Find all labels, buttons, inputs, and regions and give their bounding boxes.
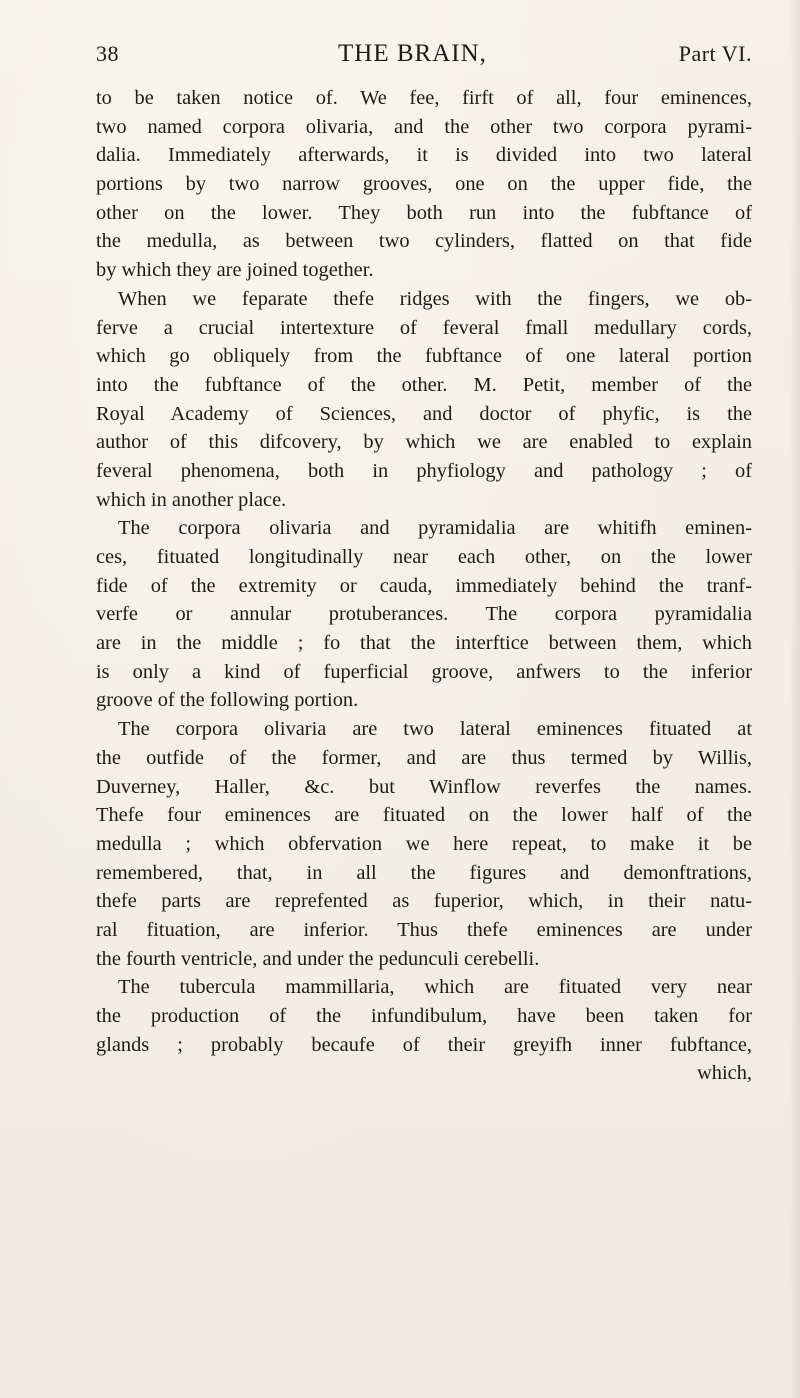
text-line: thefe parts are reprefented as fuperior, which, in their natu- (96, 890, 752, 913)
text-line: fide of the extremity or cauda, immediately behind the tranf- (96, 574, 752, 597)
text-line: which in another place. (96, 488, 287, 511)
text-line: are in the middle ; fo that the interftice between them, which (96, 632, 752, 655)
running-title: THE BRAIN, (338, 40, 487, 67)
text-line: into the fubftance of the other. M. Petit, member of the (96, 373, 752, 396)
part-label: Part VI. (678, 41, 752, 66)
text-line: by which they are joined together. (96, 259, 374, 282)
page-header (96, 34, 752, 74)
text-line: glands ; probably becaufe of their greyifh inner fubftance, (96, 1033, 752, 1056)
text-line: The tubercula mammillaria, which are fituated very near (118, 976, 752, 999)
page-edge-shadow (790, 0, 800, 1398)
text-line: the medulla, as between two cylinders, flatted on that fide (96, 230, 752, 253)
text-line: The corpora olivaria are two lateral eminences fituated at (118, 718, 752, 741)
text-line: Thefe four eminences are fituated on the lower half of the (96, 804, 752, 827)
text-line: portions by two narrow grooves, one on the upper fide, the (96, 173, 752, 196)
text-line: the fourth ventricle, and under the pedunculi cerebelli. (96, 947, 540, 970)
text-line: ferve a crucial intertexture of feveral fmall medullary cords, (96, 316, 752, 339)
text-line: the production of the infundibulum, have been taken for (96, 1005, 752, 1027)
text-line: other on the lower. They both run into the fubftance of (96, 201, 752, 224)
text-line: author of this difcovery, by which we are enabled to explain (96, 431, 752, 454)
body-text (96, 84, 752, 1088)
text-line: remembered, that, in all the figures and demonftrations, (96, 861, 752, 884)
text-line: feveral phenomena, both in phyfiology and pathology ; of (96, 459, 752, 482)
text-line: to be taken notice of. We fee, firft of all, four eminences, (96, 87, 752, 109)
text-line: ces, fituated longitudinally near each other, on the lower (96, 546, 752, 568)
text-line: Duverney, Haller, &c. but Winflow reverfes the names. (96, 775, 752, 798)
text-line: two named corpora olivaria, and the other two corpora pyrami- (96, 115, 752, 138)
text-line: which go obliquely from the fubftance of one lateral portion (96, 345, 752, 368)
text-line: verfe or annular protuberances. The corpora pyramidalia (96, 603, 752, 626)
catchword: which, (697, 1062, 752, 1085)
text-line: groove of the following portion. (96, 689, 359, 712)
page-number: 38 (96, 41, 119, 66)
text-line: is only a kind of fuperficial groove, anfwers to the inferior (96, 660, 752, 683)
text-line: dalia. Immediately afterwards, it is divided into two lateral (96, 144, 752, 167)
text-line: The corpora olivaria and pyramidalia are whitifh eminen- (118, 517, 752, 540)
text-line: the outfide of the former, and are thus termed by Willis, (96, 746, 752, 769)
text-line: When we feparate thefe ridges with the fingers, we ob- (118, 287, 752, 310)
text-line: medulla ; which obfervation we here repeat, to make it be (96, 832, 752, 855)
text-line: Royal Academy of Sciences, and doctor of phyfic, is the (96, 402, 752, 425)
text-line: ral fituation, are inferior. Thus thefe eminences are under (96, 918, 752, 941)
